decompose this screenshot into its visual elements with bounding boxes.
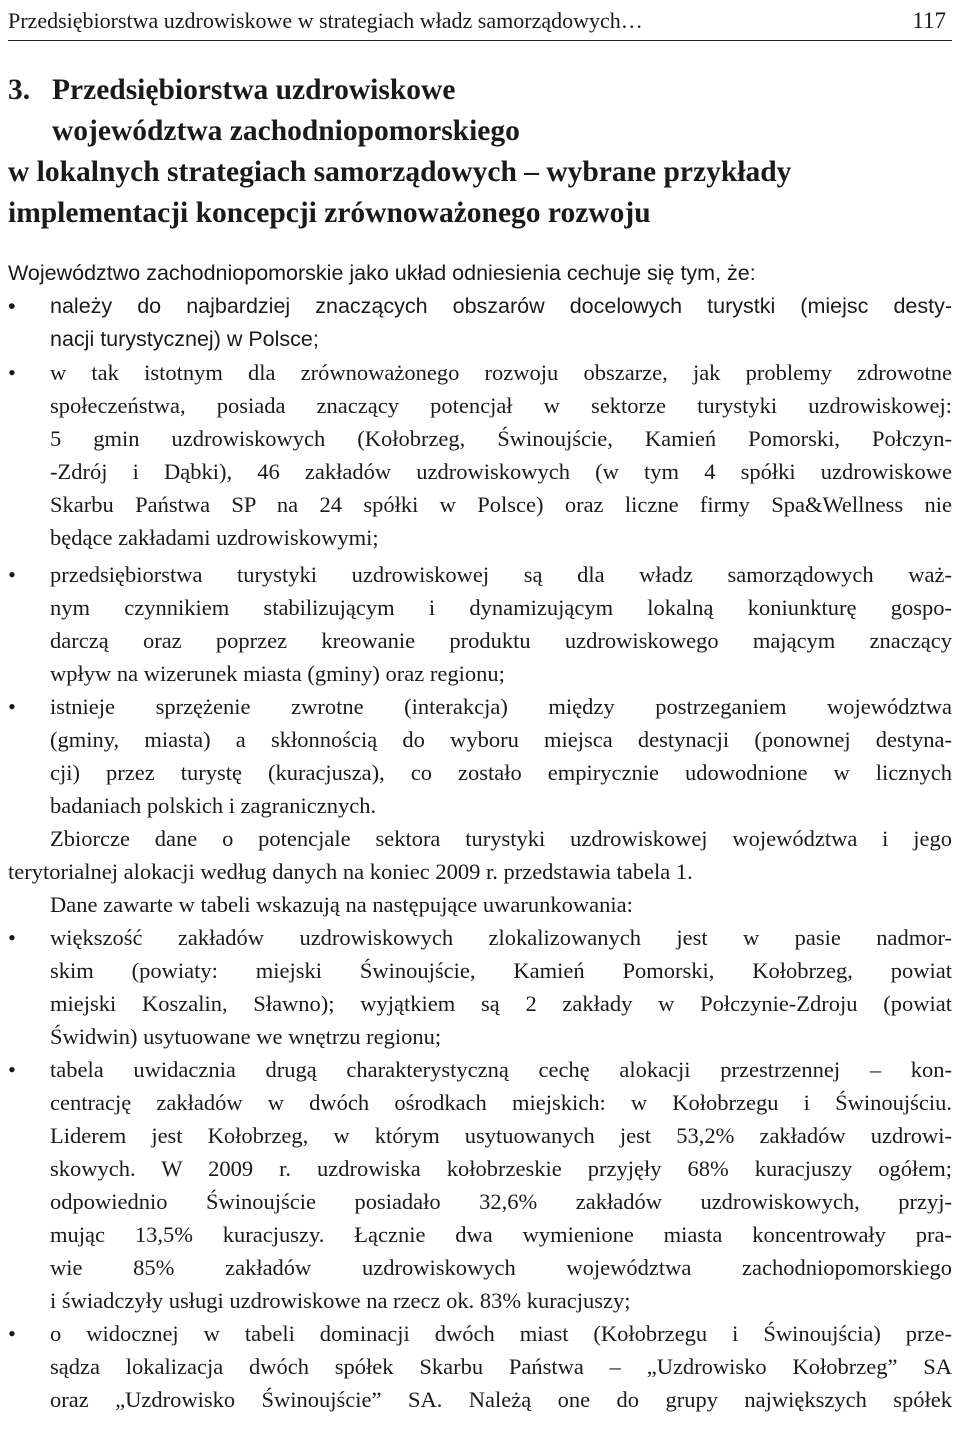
- bullet-marker: •: [8, 562, 16, 587]
- section-heading-line: implementacji koncepcji zrównoważonego rozwoju: [8, 197, 651, 229]
- running-head: [8, 4, 952, 41]
- bullet-item: [8, 290, 952, 356]
- text-line: -Zdrój i Dąbki), 46 zakładów uzdrowiskowych (w tym 4 spółki uzdrowiskowe: [50, 459, 952, 484]
- text-line: wpływ na wizerunek miasta (gminy) oraz regionu;: [50, 661, 505, 686]
- text-line: i świadczyły usługi uzdrowiskowe na rzecz ok. 83% kuracjuszy;: [50, 1288, 631, 1313]
- bullet-marker: •: [8, 925, 16, 950]
- text-line: (gminy, miasta) a skłonnością do wyboru miejsca destynacji (ponownej destyna-: [50, 727, 952, 752]
- bullet-item: [8, 558, 952, 690]
- text-line: terytorialnej alokacji według danych na koniec 2009 r. przedstawia tabela 1.: [8, 859, 693, 884]
- bullet-marker: •: [8, 360, 16, 385]
- section-heading: [8, 70, 952, 234]
- text-line: nacji turystycznej) w Polsce;: [50, 327, 319, 351]
- bullet-marker: •: [8, 294, 16, 318]
- text-line: przedsiębiorstwa turystyki uzdrowiskowej są dla władz samorządowych waż-: [50, 562, 952, 587]
- bullet-marker: •: [8, 694, 16, 719]
- text-line: mując 13,5% kuracjuszy. Łącznie dwa wymienione miasta koncentrowały pra-: [50, 1222, 952, 1247]
- bullet-marker: •: [8, 1057, 16, 1082]
- bullet-list: [8, 290, 952, 356]
- text-line: będące zakładami uzdrowiskowymi;: [50, 525, 379, 550]
- paragraph: [8, 888, 952, 921]
- bullet-item: [8, 690, 952, 822]
- text-line: nym czynnikiem stabilizującym i dynamizującym lokalną koniunkturę gospo-: [50, 595, 952, 620]
- text-line: tabela uwidacznia drugą charakterystyczną cechę alokacji przestrzennej – kon-: [50, 1057, 952, 1082]
- bullet-list: [8, 558, 952, 822]
- running-head-title: Przedsiębiorstwa uzdrowiskowe w strategiach władz samorządowych…: [8, 8, 643, 33]
- text-line: Zbiorcze dane o potencjale sektora turystyki uzdrowiskowej województwa i jego: [50, 826, 952, 851]
- section-heading-text: Przedsiębiorstwa uzdrowiskowe: [52, 74, 456, 106]
- section-heading-line: województwa zachodniopomorskiego: [52, 115, 520, 147]
- text-line: w tak istotnym dla zrównoważonego rozwoju obszarze, jak problemy zdrowotne: [50, 360, 952, 385]
- text-line: 5 gmin uzdrowiskowych (Kołobrzeg, Świnoujście, Kamień Pomorski, Połczyn-: [50, 426, 952, 451]
- text-line: centrację zakładów w dwóch ośrodkach miejskich: w Kołobrzegu i Świnoujściu.: [50, 1090, 952, 1115]
- text-line: większość zakładów uzdrowiskowych zlokalizowanych jest w pasie nadmor-: [50, 925, 952, 950]
- text-line: należy do najbardziej znaczących obszarów docelowych turystki (miejsc desty-: [50, 294, 952, 318]
- text-line: odpowiednio Świnoujście posiadało 32,6% zakładów uzdrowiskowych, przyj-: [50, 1189, 952, 1214]
- bullet-marker: •: [8, 1321, 16, 1346]
- text-line: badaniach polskich i zagranicznych.: [50, 793, 377, 818]
- section-number: 3.: [8, 74, 31, 106]
- bullet-item: [8, 1317, 952, 1416]
- text-line: istnieje sprzężenie zwrotne (interakcja) między postrzeganiem województwa: [50, 694, 952, 719]
- bullet-list: [8, 356, 952, 554]
- text-line: skim (powiaty: miejski Świnoujście, Kamień Pomorski, Kołobrzeg, powiat: [50, 958, 952, 983]
- bullet-item: [8, 1053, 952, 1317]
- text-line: cji) przez turystę (kuracjusza), co zostało empirycznie udowodnione w licznych: [50, 760, 952, 785]
- text-line: darczą oraz poprzez kreowanie produktu uzdrowiskowego mającym znaczący: [50, 628, 952, 653]
- bullet-item: [8, 356, 952, 554]
- text-line: Świdwin) usytuowane we wnętrzu regionu;: [50, 1024, 442, 1049]
- text-line: Dane zawarte w tabeli wskazują na następujące uwarunkowania:: [50, 892, 633, 917]
- text-line: wie 85% zakładów uzdrowiskowych województwa zachodniopomorskiego: [50, 1255, 952, 1280]
- paragraph: [8, 822, 952, 888]
- bullet-item: [8, 921, 952, 1053]
- text-line: skowych. W 2009 r. uzdrowiska kołobrzeskie przyjęły 68% kuracjuszy ogółem;: [50, 1156, 952, 1181]
- text-line: Skarbu Państwa SP na 24 spółki w Polsce) oraz liczne firmy Spa&Wellness nie: [50, 492, 952, 517]
- text-line: oraz „Uzdrowisko Świnoujście” SA. Należą one do grupy największych spółek: [50, 1387, 952, 1412]
- text-line: miejski Koszalin, Sławno); wyjątkiem są 2 zakłady w Połczynie-Zdroju (powiat: [50, 991, 952, 1016]
- text-line: Liderem jest Kołobrzeg, w którym usytuowanych jest 53,2% zakładów uzdrowi-: [50, 1123, 952, 1148]
- section-heading-line: w lokalnych strategiach samorządowych – wybrane przykłady: [8, 156, 792, 188]
- section-heading-line: [8, 70, 952, 111]
- intro-sentence: Województwo zachodniopomorskie jako układ odniesienia cechuje się tym, że:: [8, 261, 756, 285]
- text-line: o widocznej w tabeli dominacji dwóch miast (Kołobrzegu i Świnoujścia) prze-: [50, 1321, 952, 1346]
- page-number: 117: [912, 8, 946, 33]
- bullet-list: [8, 921, 952, 1416]
- text-line: społeczeństwa, posiada znaczący potencjał w sektorze turystyki uzdrowiskowej:: [50, 393, 952, 418]
- text-line: sądza lokalizacja dwóch spółek Skarbu Państwa – „Uzdrowisko Kołobrzeg” SA: [50, 1354, 952, 1379]
